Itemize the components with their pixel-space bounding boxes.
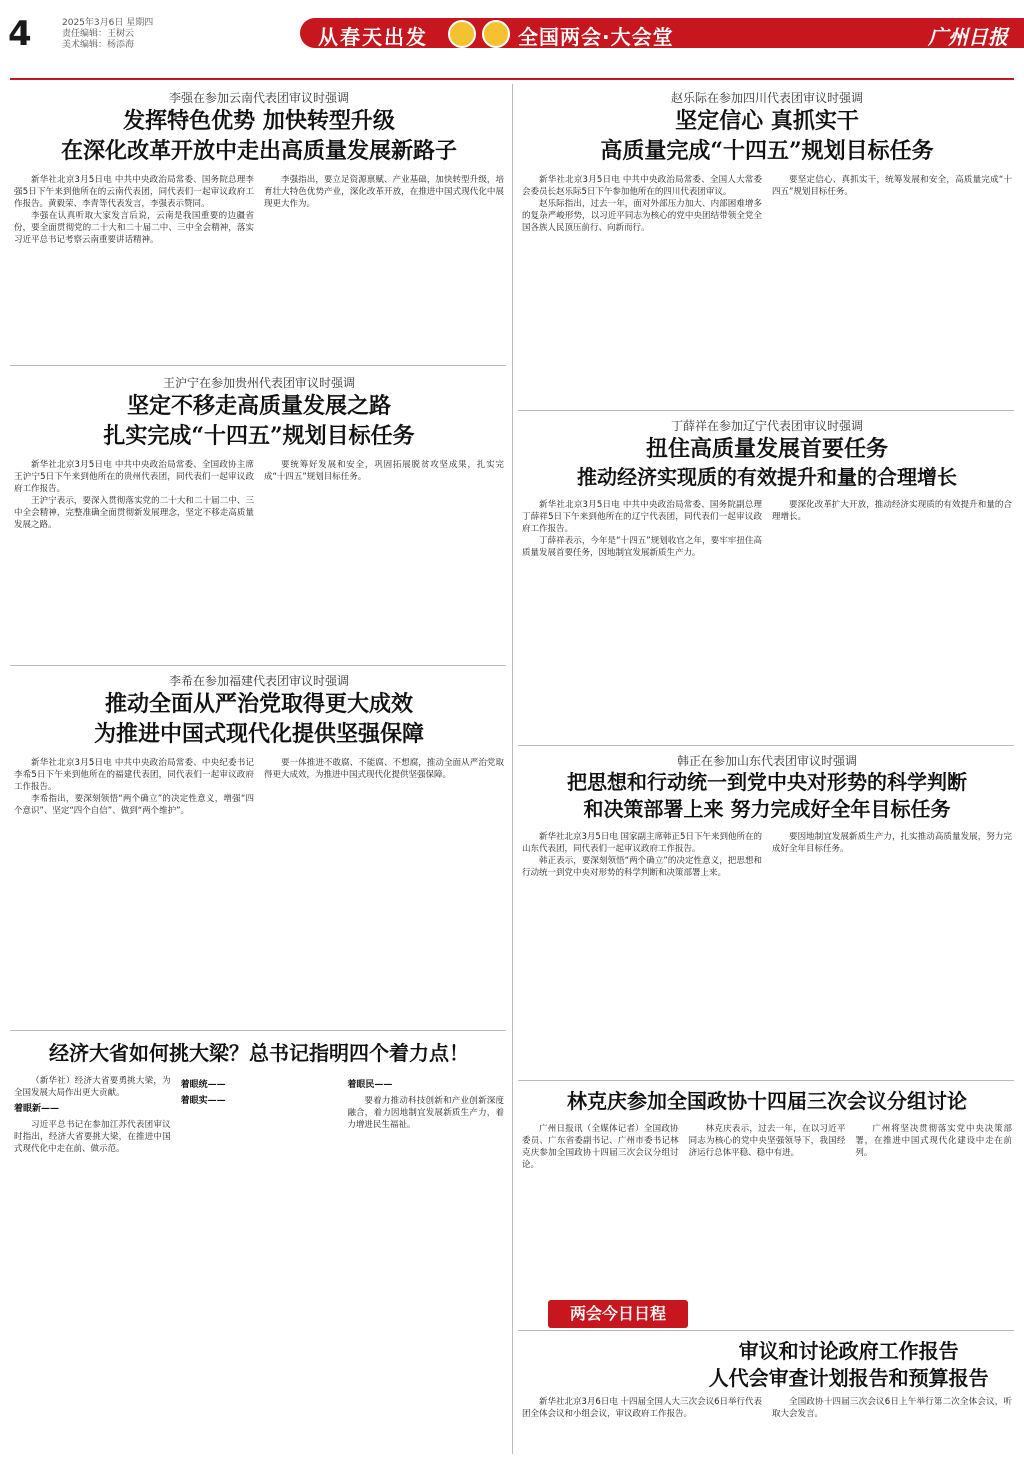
article-body xyxy=(522,174,1012,234)
paragraph: 丁薛祥表示，今年是“十四五”规划收官之年，要牢牢扭住高质量发展首要任务，因地制宜发展新质生产力。 xyxy=(522,536,762,558)
article-headline: 林克庆参加全国政协十四届三次会议分组讨论 xyxy=(567,1089,967,1113)
paragraph: 林克庆表示，过去一年，在以习近平同志为核心的党中央坚强领导下，我国经济运行总体平稳、稳中有进。 xyxy=(688,1124,846,1158)
headline-row xyxy=(522,1338,1012,1392)
row-divider xyxy=(518,745,1014,746)
article-zhaoleji xyxy=(522,90,1012,400)
body-column xyxy=(347,1075,504,1155)
paragraph: 新华社北京3月5日电 中共中央政治局常委、国务院总理李强5日下午来到他所在的云南代表团，同代表们一起审议政府工作报告。黄毅荣、李青等代表发言，李强表示赞同。 xyxy=(14,175,254,209)
article-kicker: 丁薛祥在参加辽宁代表团审议时强调 xyxy=(670,419,863,433)
paragraph: 要统筹好发展和安全，巩固拓展脱贫攻坚成果，扎实完成“十四五”规划目标任务。 xyxy=(264,460,504,482)
paragraph: 李强指出，要立足资源禀赋、产业基础，加快转型升级，培育壮大特色优势产业，深化改革开放，在推进中国式现代化中展现更大作为。 xyxy=(264,175,504,209)
headline-spacer xyxy=(522,1338,685,1392)
page-number: 4 xyxy=(8,14,32,54)
editor-line: 责任编辑：王树云 xyxy=(62,29,135,39)
body-column xyxy=(522,1396,762,1420)
article-body xyxy=(522,831,1012,879)
row-divider xyxy=(10,365,506,366)
row-divider xyxy=(518,1330,1014,1331)
article-dingxuexiang xyxy=(522,418,1012,738)
column-divider xyxy=(512,84,513,1454)
body-column xyxy=(772,174,1012,234)
body-column xyxy=(14,459,254,531)
article-kicker: 李希在参加福建代表团审议时强调 xyxy=(168,674,349,688)
paragraph: （新华社）经济大省要勇挑大梁，为全国发展大局作出更大贡献。 xyxy=(14,1076,171,1098)
article-review-report xyxy=(522,1338,1012,1456)
body-column xyxy=(14,757,254,817)
paragraph: 全国政协十四届三次会议6日上午举行第二次全体会议，听取大会发言。 xyxy=(772,1397,1012,1419)
article-body xyxy=(14,459,504,531)
article-body xyxy=(14,757,504,817)
section-banner xyxy=(300,18,1024,48)
cppcc-emblem-icon xyxy=(482,20,510,48)
article-headline: 推动经济实现质的有效提升和量的合理增长 xyxy=(577,465,957,489)
paragraph: 韩正表示，要深刻领悟“两个确立”的决定性意义，把思想和行动统一到党中央对形势的科学判断和决策部署上来。 xyxy=(522,856,762,878)
article-body xyxy=(522,1123,1012,1171)
subhead: 着眼新—— xyxy=(14,1104,60,1114)
paragraph: 新华社北京3月5日电 中共中央政治局常委、全国人大常委会委员长赵乐际5日下午参加他所在的四川代表团审议。 xyxy=(522,175,762,197)
emblem-icon xyxy=(448,20,476,48)
body-column xyxy=(689,1123,846,1171)
paragraph: 要因地制宜发展新质生产力，扎实推动高质量发展，努力完成好全年目标任务。 xyxy=(772,832,1012,854)
article-headline: 审议和讨论政府工作报告 xyxy=(738,1339,959,1363)
paragraph: 要深化改革扩大开放，推动经济实现质的有效提升和量的合理增长。 xyxy=(772,500,1012,522)
body-column xyxy=(181,1075,338,1155)
article-body xyxy=(14,174,504,246)
paragraph: 要一体推进不敢腐、不能腐、不想腐，推动全面从严治党取得更大成效，为推进中国式现代化提供坚强保障。 xyxy=(264,758,504,780)
subhead: 着眼民—— xyxy=(347,1080,393,1090)
body-column xyxy=(522,174,762,234)
masthead xyxy=(0,0,1024,72)
article-liqiang xyxy=(14,90,504,360)
paragraph: 广州将坚决贯彻落实党中央决策部署，在推进中国式现代化建设中走在前列。 xyxy=(855,1124,1013,1158)
body-column xyxy=(522,831,762,879)
article-headline: 坚定不移走高质量发展之路 xyxy=(126,393,391,419)
body-column xyxy=(772,499,1012,559)
row-divider xyxy=(518,1080,1014,1081)
paragraph: 习近平总书记在参加江苏代表团审议时指出，经济大省要挑大梁，在推进中国式现代化中走在前、做示范。 xyxy=(14,1120,171,1154)
body-column xyxy=(522,499,762,559)
paragraph: 要坚定信心、真抓实干，统筹发展和安全，高质量完成“十四五”规划目标任务。 xyxy=(772,175,1012,197)
date-line: 2025年3月6日 星期四 xyxy=(62,18,154,28)
body-column xyxy=(264,459,504,531)
row-divider xyxy=(10,1030,506,1031)
article-headline: 人代会审查计划报告和预算报告 xyxy=(708,1366,989,1390)
paragraph: 新华社北京3月5日电 中共中央政治局常委、中央纪委书记李希5日下午来到他所在的福建代表团，同代表们一起审议政府工作报告。 xyxy=(14,758,254,792)
body-column xyxy=(14,1075,171,1155)
article-headline: 发挥特色优势 加快转型升级 xyxy=(123,108,395,134)
schedule-label: 两会今日日程 xyxy=(548,1300,688,1328)
article-kicker: 韩正在参加山东代表团审议时强调 xyxy=(676,754,857,768)
article-headline: 推动全面从严治党取得更大成效 xyxy=(104,691,413,717)
paragraph: 新华社北京3月6日电 十四届全国人大三次会议6日举行代表团全体会议和小组会议，审议政府工作报告。 xyxy=(522,1397,762,1419)
body-column xyxy=(855,1123,1012,1171)
article-linkeqing xyxy=(522,1088,1012,1328)
body-column xyxy=(522,1123,679,1171)
article-kicker: 赵乐际在参加四川代表团审议时强调 xyxy=(670,91,863,105)
row-divider xyxy=(518,410,1014,411)
article-body xyxy=(14,1075,504,1155)
designer-line: 美术编辑：杨添海 xyxy=(62,40,135,50)
article-headline: 坚定信心 真抓实干 xyxy=(675,108,859,134)
paragraph: 新华社北京3月5日电 中共中央政治局常委、国务院副总理丁薛祥5日下午来到他所在的辽宁代表团，同代表们一起审议政府工作报告。 xyxy=(522,500,762,534)
paragraph: 新华社北京3月5日电 国家副主席韩正5日下午来到他所在的山东代表团，同代表们一起审议政府工作报告。 xyxy=(522,832,762,854)
top-rule xyxy=(10,78,1014,80)
subhead: 着眼实—— xyxy=(180,1096,226,1106)
body-column xyxy=(772,1396,1012,1420)
body-column xyxy=(264,174,504,246)
newspaper-logo: 广州日报 xyxy=(928,25,1008,49)
paragraph: 李强在认真听取大家发言后说，云南是我国重要的边疆省份，要全面贯彻党的二十大和二十届二中、三中全会精神，落实习近平总书记考察云南重要讲话精神。 xyxy=(14,211,254,245)
article-body xyxy=(522,499,1012,559)
paragraph: 赵乐际指出，过去一年，面对外部压力加大、内部困难增多的复杂严峻形势，以习近平同志为核心的党中央团结带领全党全国各族人民顶压前行、向新而行。 xyxy=(522,199,762,233)
article-kicker: 李强在参加云南代表团审议时强调 xyxy=(168,91,349,105)
meta-block xyxy=(62,18,153,51)
article-headline: 在深化改革开放中走出高质量发展新路子 xyxy=(60,138,457,164)
article-headline: 扎实完成“十四五”规划目标任务 xyxy=(103,423,415,449)
row-divider xyxy=(10,665,506,666)
paragraph: 新华社北京3月5日电 中共中央政治局常委、全国政协主席王沪宁5日下午来到他所在的贵州代表团，同代表们一起审议政府工作报告。 xyxy=(14,460,254,494)
article-headline: 为推进中国式现代化提供坚强保障 xyxy=(93,721,424,747)
paragraph: 李希指出，要深刻领悟“两个确立”的决定性意义，增强“四个意识”、坚定“四个自信”、做到“两个维护”。 xyxy=(14,794,254,816)
article-headline: 扭住高质量发展首要任务 xyxy=(645,436,888,462)
article-kicker: 王沪宁在参加贵州代表团审议时强调 xyxy=(162,376,355,390)
body-column xyxy=(14,174,254,246)
body-column xyxy=(264,757,504,817)
article-headline: 高质量完成“十四五”规划目标任务 xyxy=(600,138,934,164)
banner-right-title: 全国两会·大会堂 xyxy=(518,25,674,49)
paragraph: 王沪宁表示，要深入贯彻落实党的二十大和二十届二中、三中全会精神，完整准确全面贯彻新发展理念，坚定不移走高质量发展之路。 xyxy=(14,496,254,530)
paragraph: 广州日报讯（全媒体记者）全国政协委员、广东省委副书记、广州市委书记林克庆参加全国政协十四届三次会议分组讨论。 xyxy=(522,1124,679,1170)
subhead: 着眼统—— xyxy=(180,1080,226,1090)
article-economic-provinces xyxy=(14,1040,504,1455)
paragraph: 要着力推动科技创新和产业创新深度融合，着力因地制宜发展新质生产力，着力增进民生福祉。 xyxy=(347,1096,505,1130)
article-lixi xyxy=(14,673,504,1023)
article-body xyxy=(522,1396,1012,1420)
headline-group xyxy=(685,1338,1012,1392)
article-wanghuning xyxy=(14,375,504,660)
article-headline: 把思想和行动统一到党中央对形势的科学判断 xyxy=(567,770,967,794)
banner-left-title: 从春天出发 xyxy=(318,25,428,49)
article-headline: 和决策部署上来 努力完成好全年目标任务 xyxy=(583,797,951,821)
body-column xyxy=(772,831,1012,879)
article-headline: 经济大省如何挑大梁？总书记指明四个着力点！ xyxy=(49,1041,469,1065)
article-hanzheng xyxy=(522,753,1012,1073)
